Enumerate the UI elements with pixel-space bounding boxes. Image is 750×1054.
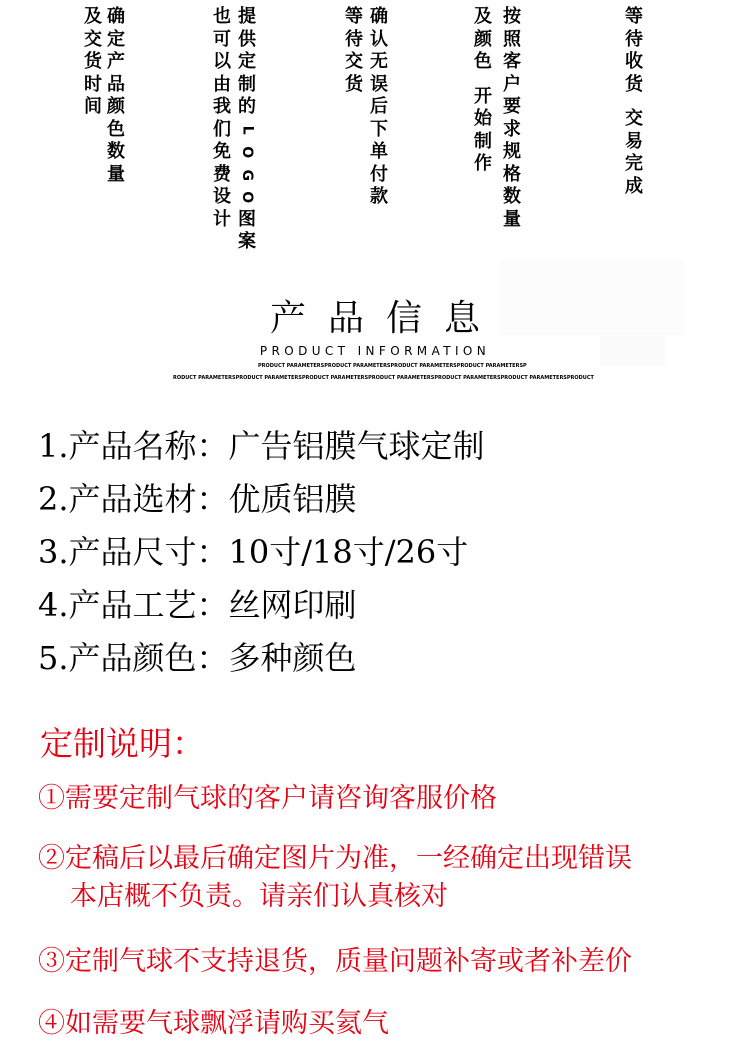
decorative-small-text-2: RODUCT PARAMETERSPRODUCT PARAMETERSPRODUCT PARAMETERSPRODUCT PARAMETERSPRODUCT PARAMETERSPRODUCT PARAMETERSPRODUCT xyxy=(173,375,594,381)
custom-notes-heading: 定制说明： xyxy=(40,724,205,763)
note-item-2-continuation: 本店概不负责。请亲们认真核对 xyxy=(70,881,448,912)
param-size: 3.产品尺寸：10寸/18寸/26寸 xyxy=(38,533,469,571)
param-craft: 4.产品工艺：丝网印刷 xyxy=(38,586,357,624)
param-material: 2.产品选材：优质铝膜 xyxy=(38,480,357,518)
step-3-line-2: 等 待 交 货 xyxy=(345,6,363,95)
decorative-small-text-1: PRODUCT PARAMETERSPRODUCT PARAMETERSPRODUCT PARAMETERSPRODUCT PARAMETERSP xyxy=(258,363,527,369)
note-item-2-text: ②定稿后以最后确定图片为准，一经确定出现错误 xyxy=(38,843,632,874)
page-title: 产品信息 xyxy=(269,298,502,339)
step-1-line-2: 及 交 货 时 间 xyxy=(84,6,102,117)
step-5-line-1: 等 待 收 货 交 易 完 成 xyxy=(625,6,643,197)
param-color: 5.产品颜色：多种颜色 xyxy=(38,639,357,677)
step-1-line-1: 确 定 产 品 颜 色 数 量 xyxy=(107,6,125,185)
step-2-line-2: 也 可 以 由 我 们 免 费 设 计 xyxy=(213,6,231,230)
note-item-2 xyxy=(38,840,632,916)
param-name: 1.产品名称：广告铝膜气球定制 xyxy=(38,427,485,465)
product-parameter-list xyxy=(38,420,485,685)
step-4-line-1: 按 照 客 户 要 求 规 格 数 量 xyxy=(503,6,521,230)
note-item-3 xyxy=(38,943,632,981)
step-4-line-2: 及 颜 色 开 始 制 作 xyxy=(474,6,492,174)
note-item-1 xyxy=(38,780,497,818)
page-subtitle: PRODUCT INFORMATION xyxy=(259,344,491,358)
step-3-line-1: 确 认 无 误 后 下 单 付 款 xyxy=(370,6,388,207)
step-2-line-1: 提 供 定 制 的 L O G O 图 案 xyxy=(238,6,256,252)
note-item-4 xyxy=(38,1005,389,1043)
note-item-1-text: ①需要定制气球的客户请咨询客服价格 xyxy=(38,783,497,814)
note-item-3-text: ③定制气球不支持退货，质量问题补寄或者补差价 xyxy=(38,946,632,977)
note-item-4-text: ④如需要气球飘浮请购买氦气 xyxy=(38,1008,389,1039)
